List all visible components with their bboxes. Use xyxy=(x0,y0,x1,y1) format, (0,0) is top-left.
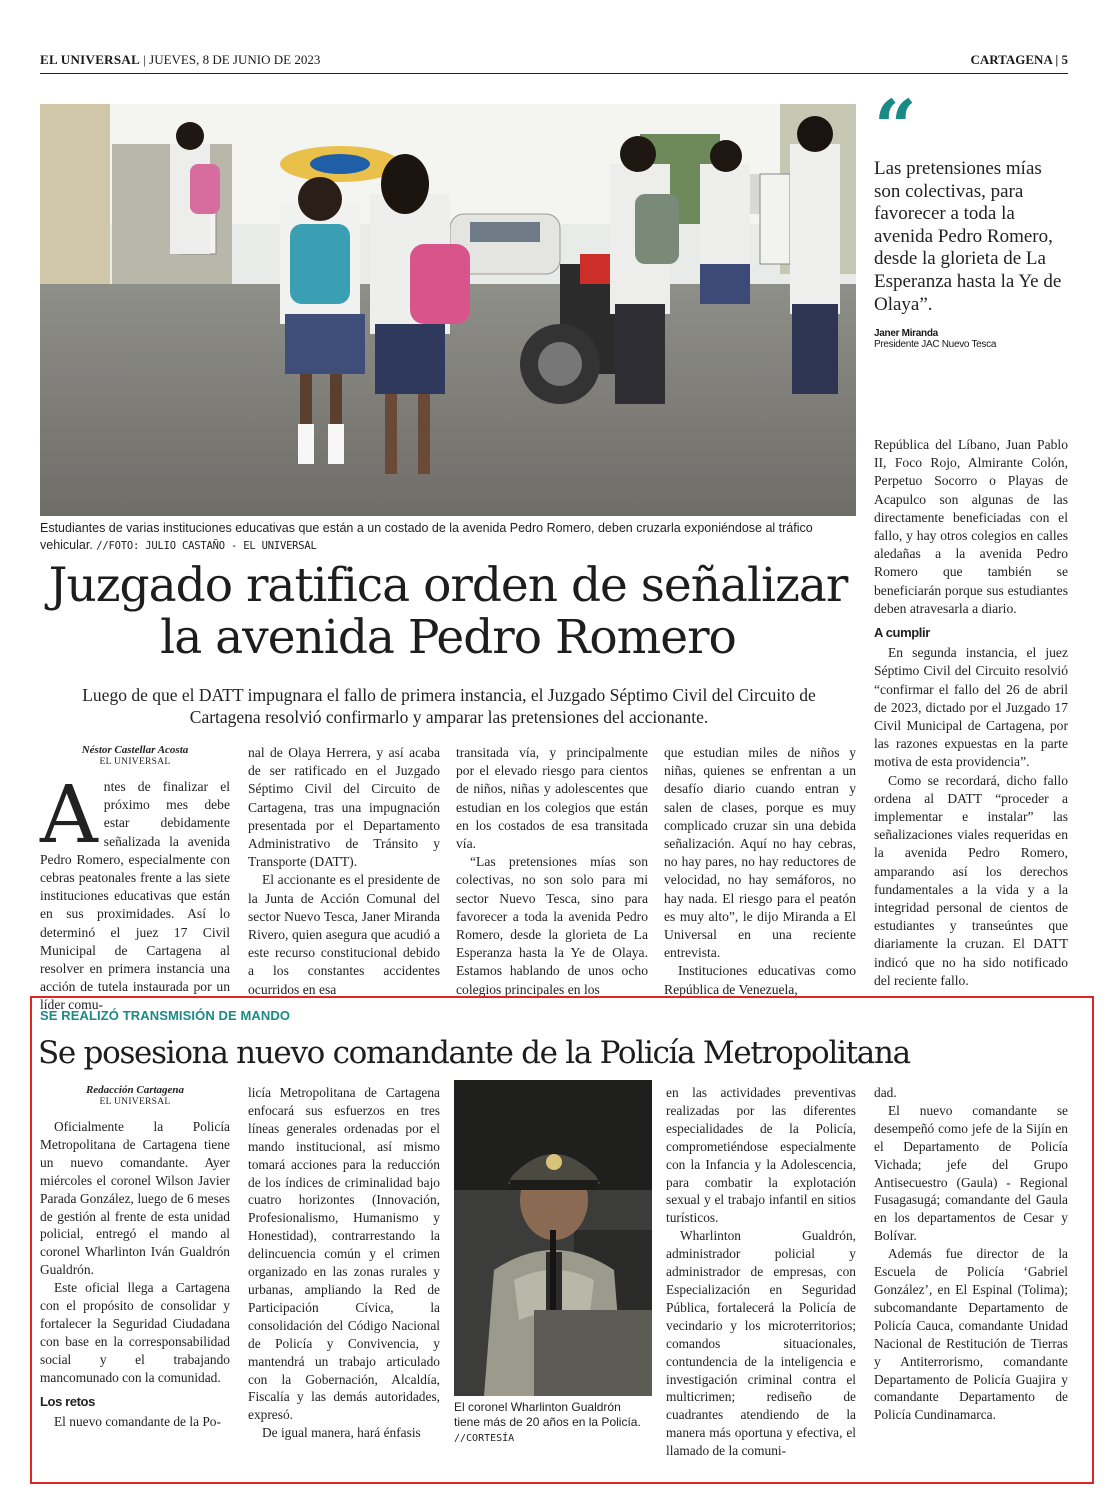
caption-text: El coronel Wharlinton Gualdrón tiene más de 20 años en la Policía. xyxy=(454,1400,641,1429)
byline xyxy=(40,744,230,768)
section-name: CARTAGENA xyxy=(970,52,1053,67)
article2-column-2 xyxy=(248,1084,440,1442)
quote-mark-icon: “ xyxy=(874,85,911,171)
paragraph: nal de Olaya Herrera, y así acaba de ser ratificado en el Juzgado Séptimo Civil del Circuito de Cartagena, tras una impugnación presentada por el Departamento Administrativo de Tránsito y Transporte (DATT). xyxy=(248,745,440,870)
byline xyxy=(40,1084,230,1108)
article-headline xyxy=(40,560,856,664)
paragraph: “Las pretensiones mías son colectivas, no son solo para mi sector Nuevo Tesca, sino para favorecer a toda la avenida Pedro Romero, desde la glorieta de La Esperanza hasta la Ye de Olaya. Estamos hablando de unos ocho colegios principales en los xyxy=(456,854,648,997)
article1-column-3 xyxy=(456,744,648,999)
paragraph: Wharlinton Gualdrón, administrador policial y administrador de empresas, con Especialización en Seguridad Pública, fortalecerá la Policía de vecindario y los microterritorios; comandos situacionales, contundencia de la inteligencia e investigación criminal contra el multicrimen; rediseño de cuadrantes atendiendo de la manera más oportuna y efectiva, el llamado de la comuni- xyxy=(666,1228,856,1459)
paragraph: De igual manera, hará énfasis xyxy=(262,1425,421,1441)
paragraph: República del Líbano, Juan Pablo II, Foco Rojo, Almirante Colón, Perpetuo Socorro o Playas de Acapulco son algunas de las directamente beneficiadas con el fallo, y hay otros colegios en calles aledañas a la avenida Pedro Romero que también se beneficiarán porque sus estudiantes deben atravesarla a diario. xyxy=(874,437,1068,616)
paragraph: transitada vía, y principalmente por el elevado riesgo para cientos de niños, niñas y adolescentes que estudian en los colegios que están en los costados de esa transitada vía. xyxy=(456,745,648,852)
headline-line-2: la avenida Pedro Romero xyxy=(160,610,736,665)
masthead-right xyxy=(970,52,1068,68)
paragraph: Este oficial llega a Cartagena con el propósito de consolidar y fortalecer la Seguridad Ciudadana con base en la corresponsabilidad social y el trabajando mancomunado con la comunidad. xyxy=(40,1280,230,1385)
paragraph: El nuevo comandante se desempeñó como jefe de la Sijín en el Departamento de Policía Vichada; jefe del Grupo Antisecuestro (Gaula) - Regional Fusagasugá; comandante del Gaula en los departamentos de Cesar y Bolívar. xyxy=(874,1102,1068,1244)
paragraph: en las actividades preventivas realizadas por las diferentes especialidades de la Policía, comprometiéndose especialmente con la Infancia y la Adolescencia, para combatir la explotación sexual y el trabajo infantil en sitios turísticos. xyxy=(666,1085,856,1226)
photo-credit: //FOTO: JULIO CASTAÑO - EL UNIVERSAL xyxy=(96,540,317,552)
masthead-rule xyxy=(40,73,1068,74)
photo-credit: //CORTESÍA xyxy=(454,1433,515,1444)
paragraph: El nuevo comandante de la Po- xyxy=(54,1413,221,1429)
caption-text: Estudiantes de varias instituciones educativas que están a un costado de la avenida Pedro Romero, deben cruzarla exponiéndose al tráfico vehicular. xyxy=(40,521,813,552)
paragraph: Además fue director de la Escuela de Policía ‘Gabriel González’, en El Espinal (Tolima); subcomandante Departamento de Policía Cauca, comandante Unidad Nacional de Restitución de Tierras y Antiterrorismo, comandante Departamento de Policía Guajira y comandante Departamento de Policía Cundinamarca. xyxy=(874,1246,1068,1423)
article2-column-1 xyxy=(40,1084,230,1430)
byline-name: Redacción Cartagena xyxy=(85,1084,185,1096)
paragraph: En segunda instancia, el juez Séptimo Civil del Circuito resolvió “confirmar el fallo del 26 de abril de 2023, dictado por el Juzgado 17 Civil Municipal de Cartagena, por las razones expuestas en la parte motiva de esta providencia”. xyxy=(874,645,1068,770)
paragraph: Como se recordará, dicho fallo ordena al DATT “proceder a implementar e instalar” las señalizaciones viales requeridas en la avenida Pedro Romero, amparando así los derechos fundamentales a la vida y a la integridad personal de cientos de estudiantes y transeúntes que diariamente la cruzan. El DATT indicó que no ha sido notificado del reciente fallo. xyxy=(874,772,1068,988)
paragraph-text: ntes de finalizar el próximo mes debe estar debidamente señalizada la avenida Pedro Romero, especialmente con cebras peatonales frente a las siete instituciones educativas que están en sus proximidades. Así lo determinó el juez 17 Civil Municipal de Cartagena al resolver en primera instancia una acción de tutela instaurada por un líder comu- xyxy=(40,779,230,1013)
students-photo-image xyxy=(40,104,856,516)
masthead xyxy=(40,52,1068,72)
drop-cap: A xyxy=(40,768,98,861)
paragraph: que estudian miles de niños y niñas, quienes se enfrentan a un desafío diario cuando entran y salen de clases, porque es muy complicado cruzar sin una debida señalización. Aquí no hay cebras, no hay pares, no hay reductores de velocidad, no hay semáforos, no hay nada. El riesgo para el peatón es muy alto”, le dijo Miranda a El Universal en una reciente entrevista. xyxy=(664,745,856,961)
photo-caption xyxy=(40,520,856,555)
colonel-photo xyxy=(454,1080,652,1396)
byline-org: EL UNIVERSAL xyxy=(99,757,171,767)
separator: | xyxy=(143,52,150,67)
byline-name: Néstor Castellar Acosta xyxy=(81,744,189,756)
colonel-photo-caption xyxy=(454,1400,650,1446)
article1-column-5 xyxy=(874,436,1068,990)
paragraph: El accionante es el presidente de la Junta de Acción Comunal del sector Nuevo Tesca, Janer Miranda Rivero, quien asegura que acudió a este recurso constitucional debido a los constantes accidentes ocurridos en esa xyxy=(248,872,440,997)
masthead-left xyxy=(40,52,320,68)
separator: | xyxy=(1055,52,1062,67)
page-number: 5 xyxy=(1061,52,1068,67)
paragraph xyxy=(40,768,230,1015)
pull-quote-name: Janer Miranda xyxy=(874,328,938,340)
article1-column-1 xyxy=(40,744,230,1015)
pull-quote xyxy=(874,85,1070,351)
subhead: Los retos xyxy=(40,1393,95,1409)
article2-column-4 xyxy=(666,1084,856,1460)
article2-column-5 xyxy=(874,1084,1068,1424)
byline-org: EL UNIVERSAL xyxy=(99,1097,171,1107)
students-photo xyxy=(40,104,856,516)
article-deck: Luego de que el DATT impugnara el fallo de primera instancia, el Juzgado Séptimo Civil del Circuito de Cartagena resolvió confirmarlo y amparar las pretensiones del accionante. xyxy=(82,685,816,727)
subhead: A cumplir xyxy=(874,625,930,641)
paragraph: Oficialmente la Policía Metropolitana de Cartagena tiene un nuevo comandante. Ayer miércoles el coronel Wilson Javier Parada González, luego de 6 meses de gestión al frente de esta unidad policial, entregó el mando al coronel Wharlinton Iván Gualdrón Gualdrón. xyxy=(40,1119,230,1278)
colonel-photo-image xyxy=(454,1080,652,1396)
pull-quote-text: Las pretensiones mías son colectivas, para favorecer a toda la avenida Pedro Romero, desde la glorieta de La Esperanza hasta la Ye de Olaya”. xyxy=(874,158,1062,315)
paper-name: EL UNIVERSAL xyxy=(40,52,141,67)
article2-kicker: SE REALIZÓ TRANSMISIÓN DE MANDO xyxy=(40,1008,291,1023)
paragraph: licía Metropolitana de Cartagena enfocará sus esfuerzos en tres líneas generales ordenadas por el mando institucional, así mismo tomará acciones para la reducción de los índices de criminalidad bajo cuatro horizontes (Innovación, Profesionalismo, Humanismo y Honestidad), contrarrestando la delincuencia común y el crimen organizado en las zonas rurales y urbanas, ampliando la Red de Participación Cívica, la consolidación del Código Nacional de Policía y Convivencia, y mantendrá un trabajo articulado con la Gobernación, Alcaldía, Fiscalía y las demás autoridades, expresó. xyxy=(248,1085,440,1423)
pull-quote-role: Presidente JAC Nuevo Tesca xyxy=(874,339,997,351)
article1-column-2 xyxy=(248,744,440,999)
paragraph: Instituciones educativas como República de Venezuela, xyxy=(664,963,856,997)
paragraph: dad. xyxy=(874,1085,897,1100)
headline-line-1: Juzgado ratifica orden de señalizar xyxy=(48,558,848,613)
article1-column-4 xyxy=(664,744,856,999)
issue-date: JUEVES, 8 DE JUNIO DE 2023 xyxy=(149,52,321,67)
article2-headline: Se posesiona nuevo comandante de la Policía Metropolitana xyxy=(38,1035,910,1071)
